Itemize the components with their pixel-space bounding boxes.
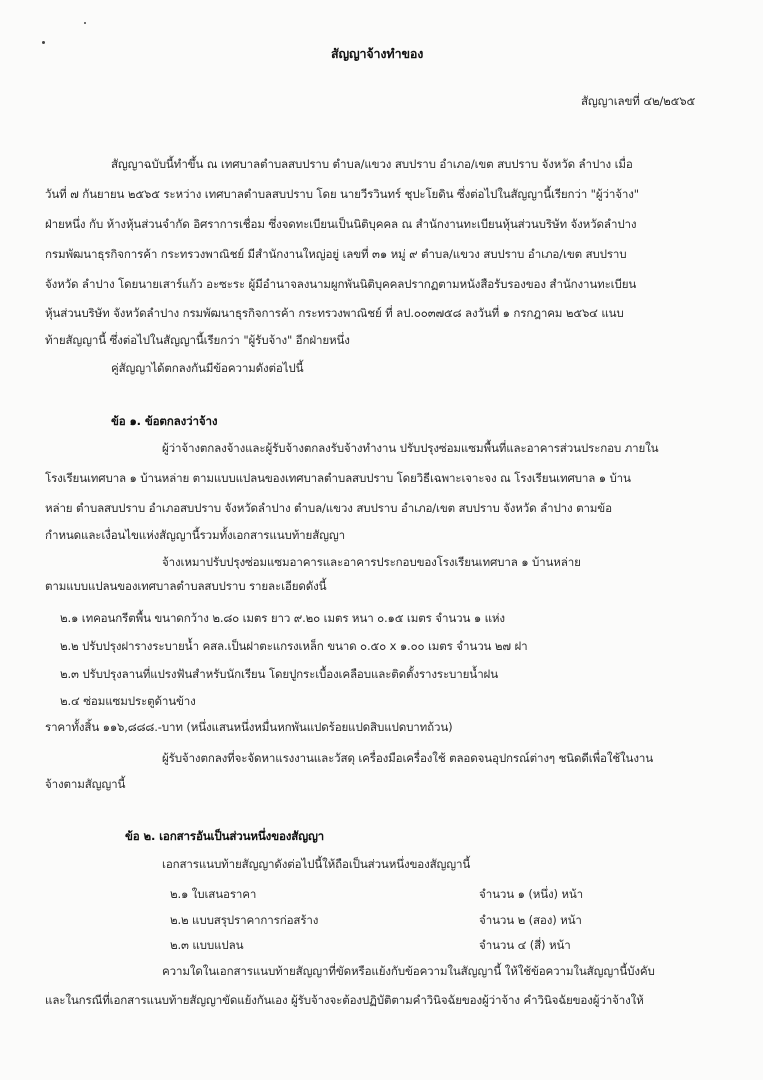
attachment-pages: จำนวน ๔ (สี่) หน้า [479,938,571,952]
section-1-line: จ้างเหมาปรับปรุงซ่อมแซมอาคารและอาคารประกอบของโรงเรียนเทศบาล ๑ บ้านหล่าย [162,555,581,569]
work-item: ๒.๒ ปรับปรุงฝารางระบายน้ำ คสล.เป็นฝาตะแกรงเหล็ก ขนาด ๐.๕๐ x ๑.๐๐ เมตร จำนวน ๒๗ ฝา [60,639,528,653]
intro-line: วันที่ ๗ กันยายน ๒๕๖๕ ระหว่าง เทศบาลตำบลสบปราบ โดย นายวีรวินทร์ ชุปะโยดิน ซึ่งต่อไปในสัญญานี้เรียกว่า "ผู้ว่าจ้าง" [45,187,639,201]
section-2-intro: เอกสารแนบท้ายสัญญาดังต่อไปนี้ให้ถือเป็นส่วนหนึ่งของสัญญานี้ [162,857,471,871]
intro-line: กรมพัฒนาธุรกิจการค้า กระทรวงพาณิชย์ มีสำนักงานใหญ่อยู่ เลขที่ ๓๑ หมู่ ๙ ตำบล/แขวง สบปราบ อำเภอ/เขต สบปราบ [45,247,627,261]
total-price: ราคาทั้งสิ้น ๑๑๖,๘๘๘.-บาท (หนึ่งแสนหนึ่งหมื่นหกพันแปดร้อยแปดสิบแปดบาทถ้วน) [45,720,453,734]
attachment-pages: จำนวน ๒ (สอง) หน้า [479,913,582,927]
attachment-name: ๒.๓ แบบแปลน [170,938,244,952]
intro-line: ฝ่ายหนึ่ง กับ ห้างหุ้นส่วนจำกัด อิศราการเชื่อม ซึ่งจดทะเบียนเป็นนิติบุคคล ณ สำนักงานทะเบียนหุ้นส่วนบริษัท จังหวัดลำปาง [45,217,637,231]
document-title: สัญญาจ้างทำของ [331,46,424,61]
intro-line: ท้ายสัญญานี้ ซึ่งต่อไปในสัญญานี้เรียกว่า "ผู้รับจ้าง" อีกฝ่ายหนึ่ง [45,333,350,347]
intro-line: จังหวัด ลำปาง โดยนายเสาร์แก้ว อะซะระ ผู้มีอำนาจลงนามผูกพันนิติบุคคลปรากฏตามหนังสือรับรองของ สำนักงานทะเบียน [45,277,637,291]
work-item: ๒.๓ ปรับปรุงลานที่แปรงฟันสำหรับนักเรียน โดยปูกระเบื้องเคลือบและติดตั้งรางระบายน้ำฝน [60,667,498,681]
section-2-line: ความใดในเอกสารแนบท้ายสัญญาที่ขัดหรือแย้งกับข้อความในสัญญานี้ ให้ใช้ข้อความในสัญญานี้บังคับ [162,964,655,978]
work-item: ๒.๑ เทคอนกรีตพื้น ขนาดกว้าง ๒.๘๐ เมตร ยาว ๙.๒๐ เมตร หนา ๐.๑๕ เมตร จำนวน ๑ แห่ง [60,611,505,625]
intro-line: สัญญาฉบับนี้ทำขึ้น ณ เทศบาลตำบลสบปราบ ตำบล/แขวง สบปราบ อำเภอ/เขต สบปราบ จังหวัด ลำปาง เมื่อ [111,157,633,171]
section-1-closing: จ้างตามสัญญานี้ [45,777,126,791]
attachment-pages: จำนวน ๑ (หนึ่ง) หน้า [479,887,584,901]
scan-speck [42,41,45,44]
section-1-closing: ผู้รับจ้างตกลงที่จะจัดหาแรงงานและวัสดุ เครื่องมือเครื่องใช้ ตลอดจนอุปกรณ์ต่างๆ ชนิดดีเพื่อใช้ในงาน [162,751,653,765]
section-2-heading: ข้อ ๒. เอกสารอันเป็นส่วนหนึ่งของสัญญา [125,829,325,843]
agreement-statement: คู่สัญญาได้ตกลงกันมีข้อความดังต่อไปนี้ [111,361,304,375]
section-1-line: หล่าย ตำบลสบปราบ อำเภอสบปราบ จังหวัดลำปาง ตำบล/แขวง สบปราบ อำเภอ/เขต สบปราบ จังหวัด ลำปาง ตามข้อ [45,501,612,515]
section-1-line: ตามแบบแปลนของเทศบาลตำบลสบปราบ รายละเอียดดังนี้ [45,579,327,593]
work-item: ๒.๔ ซ่อมแซมประตูด้านข้าง [60,694,196,708]
attachment-name: ๒.๑ ใบเสนอราคา [170,887,257,901]
section-2-line: และในกรณีที่เอกสารแนบท้ายสัญญาขัดแย้งกันเอง ผู้รับจ้างจะต้องปฏิบัติตามคำวินิจฉัยของผู้ว่าจ้าง คำวินิจฉัยของผู้ว่าจ้างให้ [45,993,644,1007]
attachment-name: ๒.๒ แบบสรุปราคาการก่อสร้าง [170,913,319,927]
section-1-heading: ข้อ ๑. ข้อตกลงว่าจ้าง [111,414,218,428]
section-1-line: ผู้ว่าจ้างตกลงจ้างและผู้รับจ้างตกลงรับจ้างทำงาน ปรับปรุงซ่อมแซมพื้นที่และอาคารส่วนประกอบ ภายใน [162,441,659,455]
section-1-line: กำหนดและเงื่อนไขแห่งสัญญานี้รวมทั้งเอกสารแนบท้ายสัญญา [45,528,345,542]
section-1-line: โรงเรียนเทศบาล ๑ บ้านหล่าย ตามแบบแปลนของเทศบาลตำบลสบปราบ โดยวิธีเฉพาะเจาะจง ณ โรงเรียนเทศบาล ๑ บ้าน [45,471,631,485]
intro-line: หุ้นส่วนบริษัท จังหวัดลำปาง กรมพัฒนาธุรกิจการค้า กระทรวงพาณิชย์ ที่ ลป.๐๐๓๗๕๘ ลงวันที่ ๑ กรกฎาคม ๒๕๖๔ แนบ [45,306,624,320]
scan-speck [84,22,86,24]
contract-number: สัญญาเลขที่ ๔๒/๒๕๖๕ [581,94,696,108]
